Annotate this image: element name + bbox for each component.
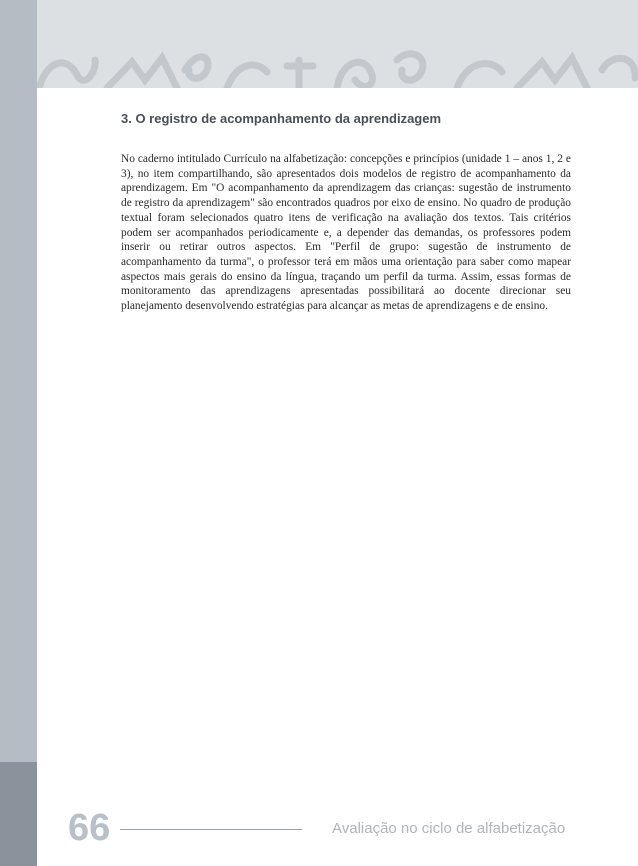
footer-title: Avaliação no ciclo de alfabetização	[332, 820, 566, 837]
section-heading: 3. O registro de acompanhamento da aprendizagem	[121, 111, 442, 126]
decorative-script-pattern	[37, 0, 638, 88]
page-number: 66	[68, 807, 111, 849]
left-side-bar	[0, 0, 37, 866]
left-side-bar-bottom	[0, 762, 37, 866]
body-paragraph: No caderno intitulado Currículo na alfabetização: concepções e princípios (unidade 1 – anos 1, 2 e 3), no item compartilhando, são apresentados dois modelos de registro de acompanhamento da aprendizagem. Em "O acompanhamento da aprendizagem das crianças: sugestão de instrumento de registro da aprendizagem" são encontrados quadros por eixo de ensino. No quadro de produção textual foram selecionados quatro itens de verificação na avaliação dos textos. Tais critérios podem ser acompanhados periodicamente e, a depender das demandas, os professores podem inserir ou retirar outros aspectos. Em "Perfil de grupo: sugestão de instrumento de acompanhamento da turma", o professor terá em mãos uma orientação para saber como mapear aspectos mais gerais do ensino da língua, traçando um perfil da turma. Assim, essas formas de monitoramento das aprendizagens apresentadas possibilitará ao docente direcionar seu planejamento desenvolvendo estratégias para alcançar as metas de aprendizagens e de ensino.	[121, 153, 571, 313]
decorative-header-band	[37, 0, 638, 88]
footer-rule	[120, 829, 302, 830]
